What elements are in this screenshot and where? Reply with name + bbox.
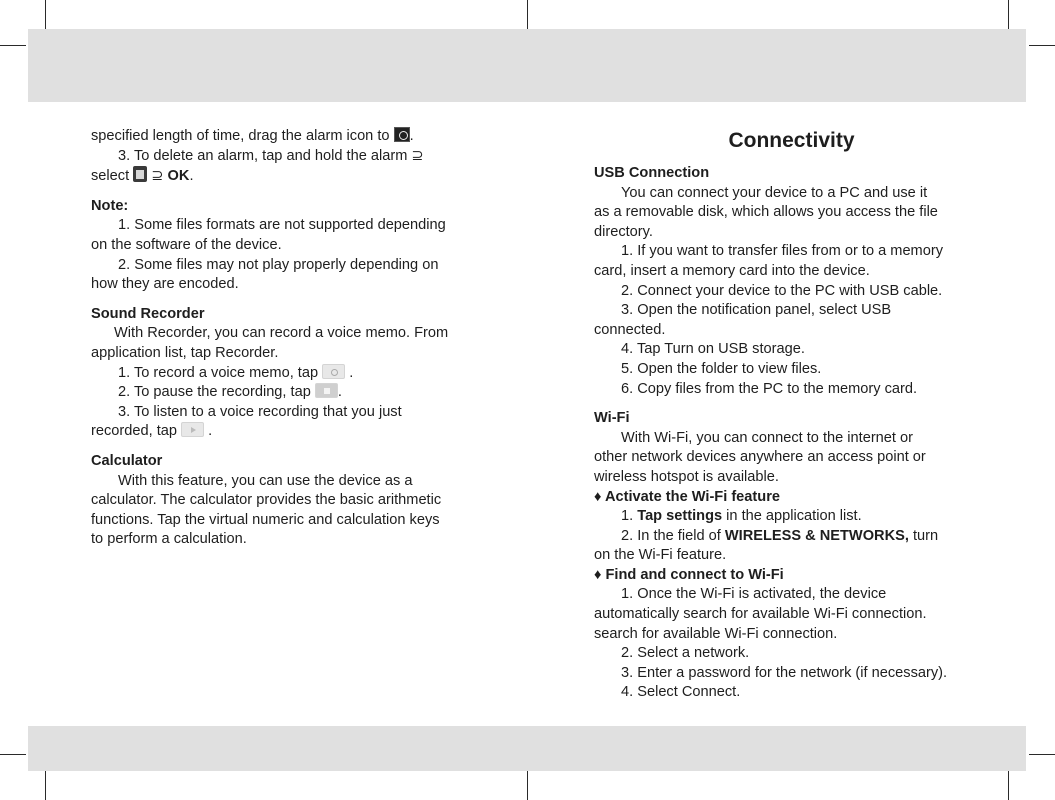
crop-mark — [1008, 0, 1009, 29]
crop-mark — [1008, 771, 1009, 800]
footer-band — [28, 726, 1026, 771]
calculator-heading: Calculator — [91, 452, 163, 469]
wifi-heading: Wi-Fi — [594, 410, 630, 427]
crop-mark — [1029, 754, 1055, 755]
note-heading: Note: — [91, 197, 129, 214]
record-icon — [322, 364, 345, 379]
crop-mark — [527, 771, 528, 800]
right-page: Connectivity USB Connection You can connect your device to a PC and use it as a removable disk, which allows you access the file directory. 1. If you want to transfer files from or to a memory card, insert a memory card into the device. 2. Connect your device to the PC with USB cable. 3. Open the notification panel, select USB connected. 4. Tap Turn on USB storage. 5. Open the folder to view files. 6. Copy files from the PC to the memory card. Wi-Fi With Wi-Fi, you can connect to the internet or other network devices anywhere an access point or wireless hotspot is available. ♦ Activate the Wi-Fi feature 1. Tap settings in the application list. 2. In the field of WIRELESS & NETWORKS, turn on the Wi-Fi feature. ♦ Find and connect to Wi-Fi 1. Once the Wi-Fi is activated, the device automatically search for available Wi-Fi connection. search for available Wi-Fi connection. 2. Select a network. 3. Enter a password for the network (if necessary). 4. Select Connect. — [594, 127, 989, 703]
header-band — [28, 29, 1026, 102]
crop-mark — [527, 0, 528, 29]
left-page: specified length of time, drag the alarm icon to . 3. To delete an alarm, tap and hold the alarm ⊇ select ⊇ OK. Note: 1. Some files formats are not supported depending on the software of the device. 2. Some files may not play properly depending on how they are encoded. Sound Recorder With Recorder, you can record a voice memo. From application list, tap Recorder. 1. To record a voice memo, tap . 2. To pause the recording, tap . 3. To listen to a voice recording that you just recorded, tap . Calculator With this feature, you can use the device as a calculator. The calculator provides the basic arithmetic functions. Tap the virtual numeric and calculation keys to perform a calculation. — [91, 127, 491, 550]
pause-icon — [315, 383, 338, 398]
usb-heading: USB Connection — [594, 165, 710, 181]
sound-recorder-heading: Sound Recorder — [91, 305, 205, 322]
activate-wifi-heading: ♦ Activate the Wi-Fi feature — [594, 488, 780, 505]
trash-icon — [133, 166, 147, 182]
alarm-paragraph: specified length of time, drag the alarm icon to . — [91, 128, 414, 144]
crop-mark — [0, 45, 26, 46]
play-icon — [181, 422, 204, 437]
find-wifi-heading: ♦ Find and connect to Wi-Fi — [594, 566, 784, 583]
crop-mark — [45, 0, 46, 29]
crop-mark — [1029, 45, 1055, 46]
crop-mark — [45, 771, 46, 800]
page-title: Connectivity — [728, 129, 855, 152]
crop-mark — [0, 754, 26, 755]
alarm-icon — [394, 127, 410, 142]
